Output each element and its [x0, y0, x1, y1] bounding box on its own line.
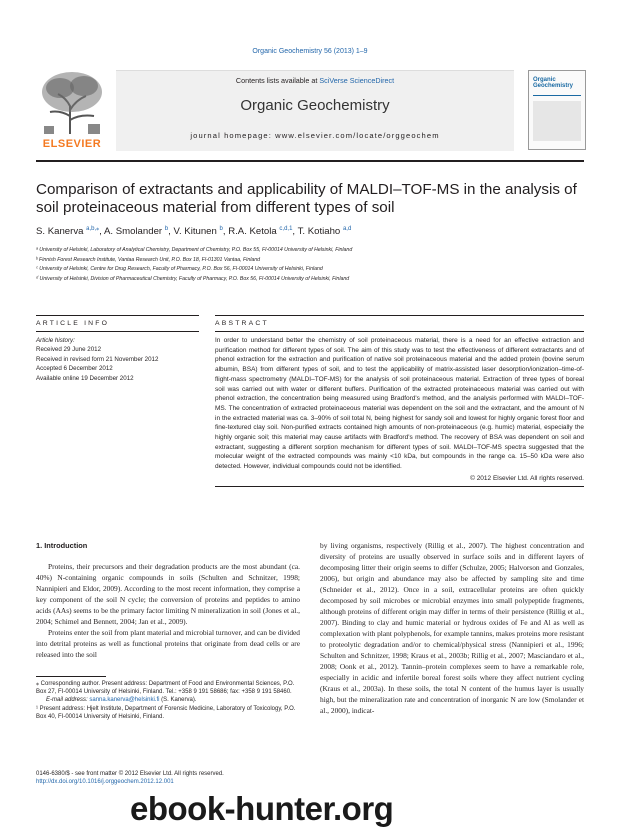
article-info-heading: ARTICLE INFO	[36, 320, 110, 327]
abstract-rule	[215, 331, 584, 332]
journal-banner	[116, 70, 514, 151]
abstract-heading: ABSTRACT	[215, 320, 269, 327]
intro-paragraph-3: by living organisms, respectively (Rillig et al., 2007). The highest concentration and diversity of proteins are usually observed in surface soils and in different layers of decomposing litter their origin seems to differ (Schulze, 2005; Halvorson and Gonzales, 2006), but origin and abundance may also be affected by sampling site and time (Schneider et al., 2012). Once in a soil, extracellular proteins are often quickly decomposed by soil microbes or microbial enzymes into small polypeptide fragments, although proteins of different origin may differ in terms of their persistence (Rillig et al., 2007). Binding to clay and humic material or hydrous oxides of Fe and Al as well as complexation with plant polyphenols, for example tannins, makes proteins more resistant to proteolytic degradation and/or to chemical/physical stress (Nannipieri et al., 1996; Schulten and Schnitzer, 1998; Kraus et al., 2003b; Rillig et al., 2007; Masciandaro et al., 2008; Oonk et al., 2012). Tannin–protein complexes seem to have a remarkable role, especially in acidic and infertile boreal forest soils where they affect nutrient cycling (Kraus et al., 2003a). In these soils, the total N content of the humus layer is usually high, but the mineralization rate and concentration of inorganic N are low (Smolander et al., 2000), indicat-	[320, 541, 584, 715]
article-info	[36, 315, 199, 383]
tree-icon	[36, 70, 108, 136]
journal-title: Organic Geochemistry	[240, 97, 390, 114]
author-list: S. Kanerva $^{a,b,⁎}$, A. Smolander $^b$, V. Kitunen $^b$, R.A. Ketola $^{c,d,1}$, T. Kotiaho $^{a,d}$	[36, 226, 352, 238]
footnote-present-address: ¹ Present address: Hjelt Institute, Department of Forensic Medicine, Laboratory of Toxicology, P.O. Box 40, FI-00014 University of Helsinki, Finland.	[36, 705, 296, 720]
journal-cover-thumbnail	[528, 70, 586, 150]
elsevier-logo	[36, 70, 108, 150]
contents-line	[116, 76, 514, 85]
article-title: Comparison of extractants and applicability of MALDI–TOF-MS in the analysis of soil proteinaceous material from different types of soil	[36, 181, 577, 216]
history-revised: Received in revised form 21 November 2012	[36, 355, 159, 363]
author-2-affil[interactable]: b	[164, 226, 169, 232]
footnote-email	[36, 696, 300, 704]
author-3: V. Kitunen	[173, 226, 217, 238]
author-2: A. Smolander	[103, 226, 163, 238]
copyright: © 2012 Elsevier Ltd. All rights reserved.	[470, 474, 584, 482]
abstract-rule-bottom	[215, 486, 584, 487]
history-online: Available online 19 December 2012	[36, 374, 134, 382]
email-link[interactable]: sanna.kanerva@helsinki.fi	[89, 697, 160, 704]
abstract-section	[215, 315, 584, 487]
author-1: S. Kanerva	[36, 226, 84, 238]
affiliation-c: ᶜ University of Helsinki, Centre for Drug Research, Faculty of Pharmacy, P.O. Box 56, FI-00014 University of Helsinki, Finland	[36, 266, 323, 273]
footnote-rule	[36, 676, 106, 677]
issn-line: 0146-6380/$ - see front matter © 2012 Elsevier Ltd. All rights reserved.	[36, 771, 224, 777]
intro-paragraph-1: Proteins, their precursors and their degradation products are the most abundant (ca. 40%) N-containing organic compounds in soils (Schulten and Schnitzer, 1998; Nannipieri and Eldor, 2009). According to the most recent information, they comprise a key component of the soil N cycle; the conversion of proteins and peptides to amino acids (AAs) seems to be the primary factor limiting N mineralization in soil (Jones et al., 2004; Schimel and Bennett, 2004; Jan et al., 2009).	[36, 562, 300, 626]
history-accepted: Accepted 6 December 2012	[36, 365, 113, 373]
intro-paragraph-2: Proteins enter the soil from plant material and microbial turnover, and can be divided into detrital proteins as well as functional proteins that originate from dead cells or are released into the soil	[36, 628, 300, 659]
info-rule-top	[36, 315, 199, 316]
author-5-affil[interactable]: a,d	[342, 226, 352, 232]
abstract-text: In order to understand better the chemistry of soil proteinaceous material, there is a need for an effective extraction and purification method for different types of soil. The aim of this study was to test the effectiveness of different extractants and of phenol extraction for the extraction and purification of native soil proteinaceous material and the added protein (bovine serum albumin, BSA) from different types of soil, and to test the applicability of matrix-assisted laser desorption/ionization–time-of-flight-mass spectrometry (MALDI–TOF-MS) for the analysis of soil proteinaceous material. Extraction of three types of boreal soil was carried out with water or different buffers. Purification of the extracted proteinaceous material was carried out with phenol extraction, the concentration being measured using Bradford's method, and the analysis performed with MALDI–TOF-MS. The concentration of extracted proteinaceous material was dependent on the soil and the extractant, and the amount of N in the extracted material was ca. 3–90% of soil total N, being highest for sandy soil and lowest for highly organic forest floor and fine-textured clay soil. Non-purified extracts contained high amounts of non-proteinaceous (e.g. humic) material, especially the highly organic soil; this material may cause artifacts with Bradford's method. The recovery of BSA was dependent on soil and extractant, suggesting a different sorption mechanism for different types of soil. MALDI–TOF-MS spectra suggested that the molecular weight of the extracted compounds was mainly <10 kDa, but compounds in the range ca. 15–50 kDa were also detected. However, individual compounds could not be identified.	[215, 337, 584, 471]
author-1-affil[interactable]: a,b,⁎	[86, 226, 100, 232]
author-4-affil[interactable]: c,d,1	[279, 226, 293, 232]
affiliation-a: ᵃ University of Helsinki, Laboratory of Analytical Chemistry, Department of Chemistry, P.O. Box 55, FI-00014 University of Helsinki, Finland	[36, 247, 353, 253]
journal-header	[36, 70, 584, 158]
watermark: ebook-hunter.org	[130, 790, 394, 827]
header-rule	[36, 160, 584, 162]
publisher-name: ELSEVIER	[42, 138, 102, 150]
info-rule	[36, 331, 199, 332]
journal-homepage[interactable]: journal homepage: www.elsevier.com/locate/orggeochem	[190, 131, 440, 140]
doi-link[interactable]: http://dx.doi.org/10.1016/j.orggeochem.2012.12.001	[36, 779, 174, 786]
footnote-corresponding: ⁎ Corresponding author. Present address: Department of Food and Environmental Sciences, P.O. Box 27, FI-00014 University of Helsinki, Finland. Tel.: +358 9 191 58686; fax: +358 9 191 58460.	[36, 681, 295, 696]
body-column-right	[320, 540, 584, 716]
history-label: Article history:	[36, 337, 75, 344]
contents-prefix: Contents lists available at	[235, 76, 320, 85]
history-received: Received 29 June 2012	[36, 346, 102, 354]
abstract-rule-top	[215, 315, 584, 316]
author-3-affil[interactable]: b	[219, 226, 223, 232]
body-column-left	[36, 540, 300, 660]
issn-block	[36, 770, 300, 786]
email-label: E-mail address:	[46, 697, 90, 704]
author-4: R.A. Ketola	[228, 226, 277, 238]
article-history	[36, 336, 199, 383]
introduction-heading: 1. Introduction	[36, 541, 88, 550]
email-suffix: (S. Kanerva).	[159, 697, 197, 704]
affiliations	[36, 246, 584, 284]
sciencedirect-link[interactable]: SciVerse ScienceDirect	[319, 76, 395, 85]
affiliation-d: ᵈ University of Helsinki, Division of Pharmaceutical Chemistry, Faculty of Pharmacy, P.O. Box 56, FI-00014 University of Helsinki, Finland	[36, 275, 350, 282]
journal-reference[interactable]: Organic Geochemistry 56 (2013) 1–9	[252, 48, 368, 55]
author-5: T. Kotiaho	[297, 226, 341, 238]
footnotes	[36, 680, 300, 721]
affiliation-b: ᵇ Finnish Forest Research Institute, Vantaa Research Unit, P.O. Box 18, FI-01301 Vantaa, Finland	[36, 256, 261, 263]
cover-title: Organic Geochemistry	[533, 77, 574, 89]
